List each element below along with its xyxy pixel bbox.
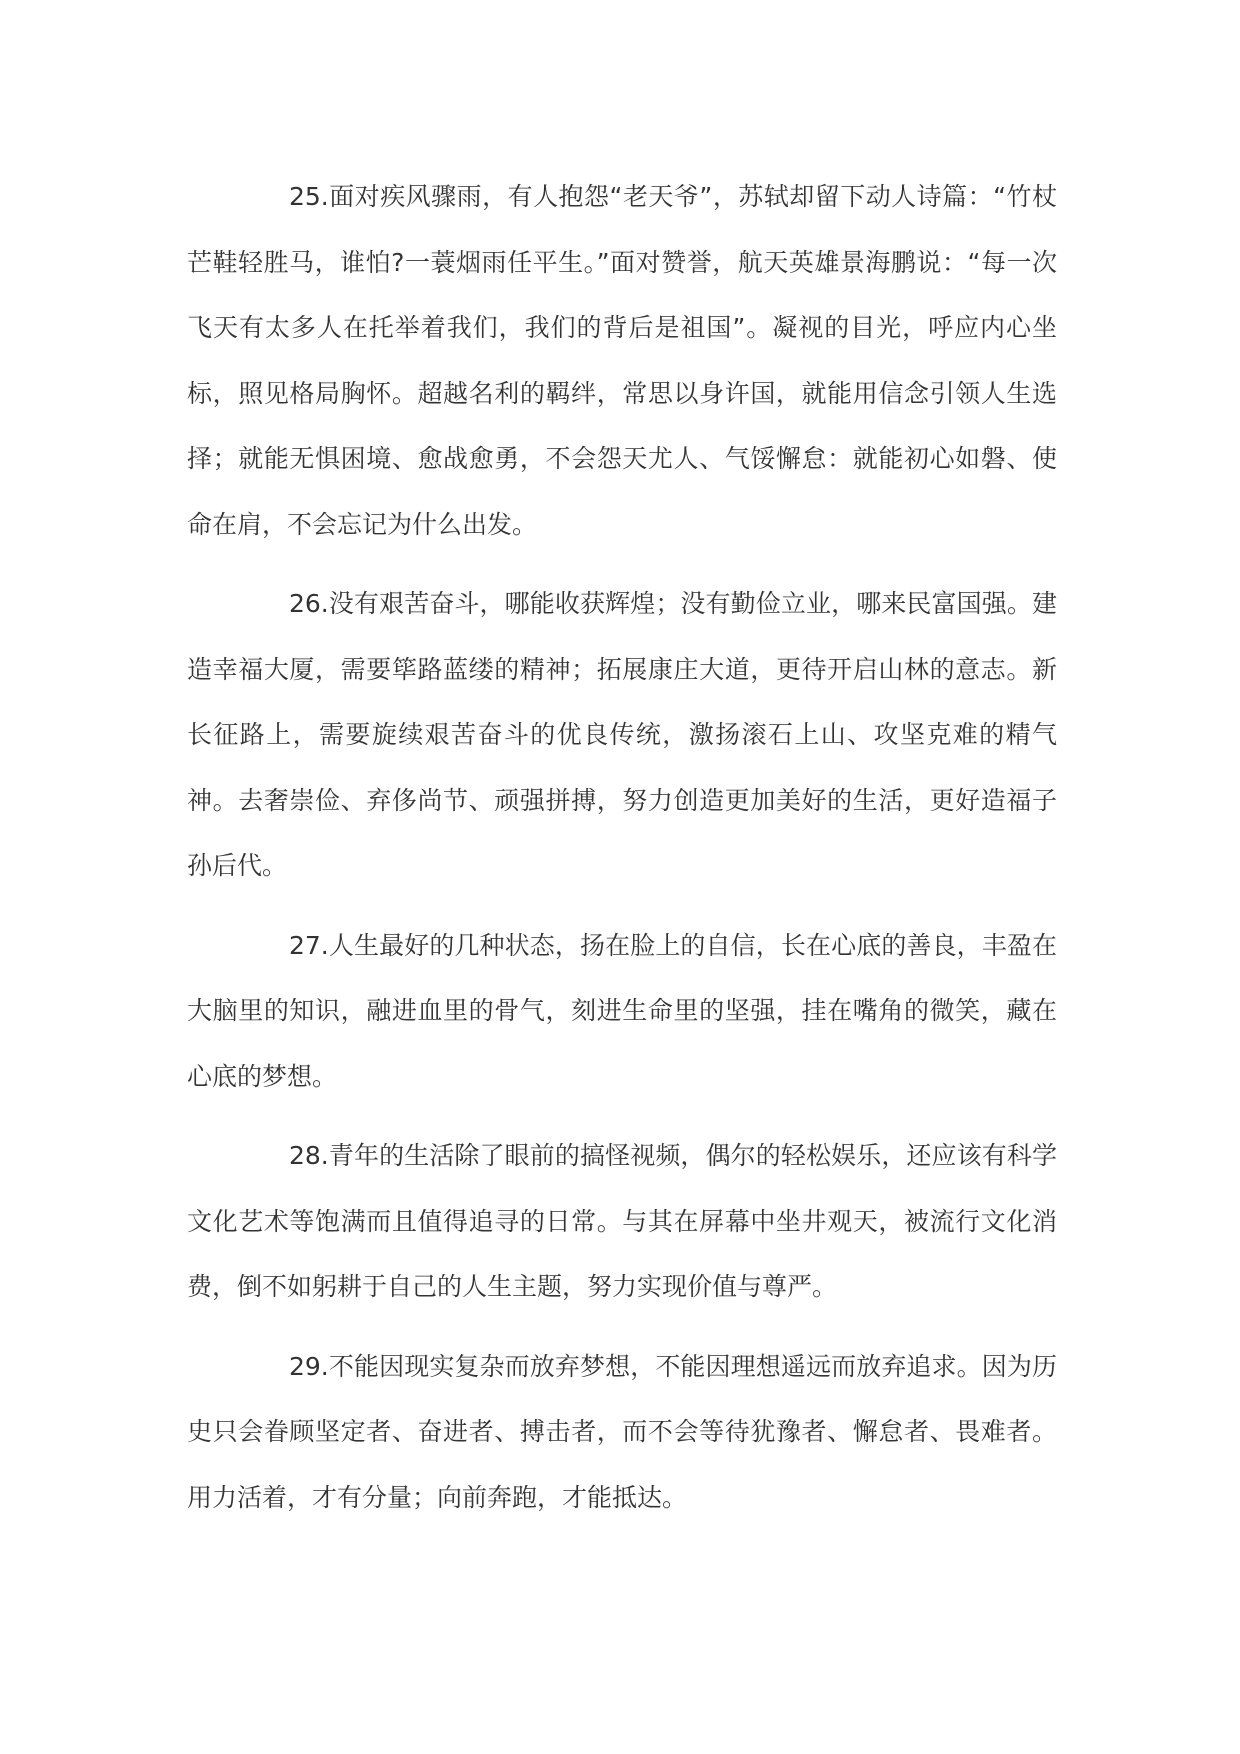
paragraph-text: 青年的生活除了眼前的搞怪视频，偶尔的轻松娱乐，还应该有科学文化艺术等饱满而且值得追寻的日常。与其在屏幕中坐井观天，被流行文化消费，倒不如躬耕于自己的人生主题，努力实现价值与尊严。 xyxy=(187,1141,1057,1301)
paragraph-28 xyxy=(187,1123,1057,1320)
paragraph-number: 25. xyxy=(289,182,329,211)
paragraph-number: 28. xyxy=(289,1141,329,1170)
paragraph-text: 面对疾风骤雨，有人抱怨“老天爷”，苏轼却留下动人诗篇：“竹杖芒鞋轻胜马，谁怕?一蓑烟雨任平生。”面对赞誉，航天英雄景海鹏说：“每一次飞天有太多人在托举着我们，我们的背后是祖国”。凝视的目光，呼应内心坐标，照见格局胸怀。超越名利的羁绊，常思以身许国，就能用信念引领人生选择；就能无惧困境、愈战愈勇，不会怨天尤人、气馁懈怠：就能初心如磐、使命在肩，不会忘记为什么出发。 xyxy=(187,182,1057,539)
paragraph-27 xyxy=(187,913,1057,1110)
document-body xyxy=(187,164,1057,1544)
paragraph-text: 没有艰苦奋斗，哪能收获辉煌；没有勤俭立业，哪来民富国强。建造幸福大厦，需要筚路蓝缕的精神；拓展康庄大道，更待开启山林的意志。新长征路上，需要旋续艰苦奋斗的优良传统，激扬滚石上山、攻坚克难的精气神。去奢崇俭、弃侈尚节、顽强拼搏，努力创造更加美好的生活，更好造福子孙后代。 xyxy=(187,589,1057,880)
paragraph-number: 27. xyxy=(289,930,329,960)
paragraph-number: 29. xyxy=(289,1351,329,1381)
paragraph-26 xyxy=(187,571,1057,899)
paragraph-text: 不能因现实复杂而放弃梦想，不能因理想遥远而放弃追求。因为历史只会眷顾坚定者、奋进者、搏击者，而不会等待犹豫者、懈怠者、畏难者。用力活着，才有分量；向前奔跑，才能抵达。 xyxy=(187,1351,1057,1512)
paragraph-number: 26. xyxy=(289,589,329,618)
paragraph-29 xyxy=(187,1334,1057,1531)
paragraph-25 xyxy=(187,164,1057,557)
paragraph-text: 人生最好的几种状态，扬在脸上的自信，长在心底的善良，丰盈在大脑里的知识，融进血里的骨气，刻进生命里的坚强，挂在嘴角的微笑，藏在心底的梦想。 xyxy=(187,930,1057,1091)
